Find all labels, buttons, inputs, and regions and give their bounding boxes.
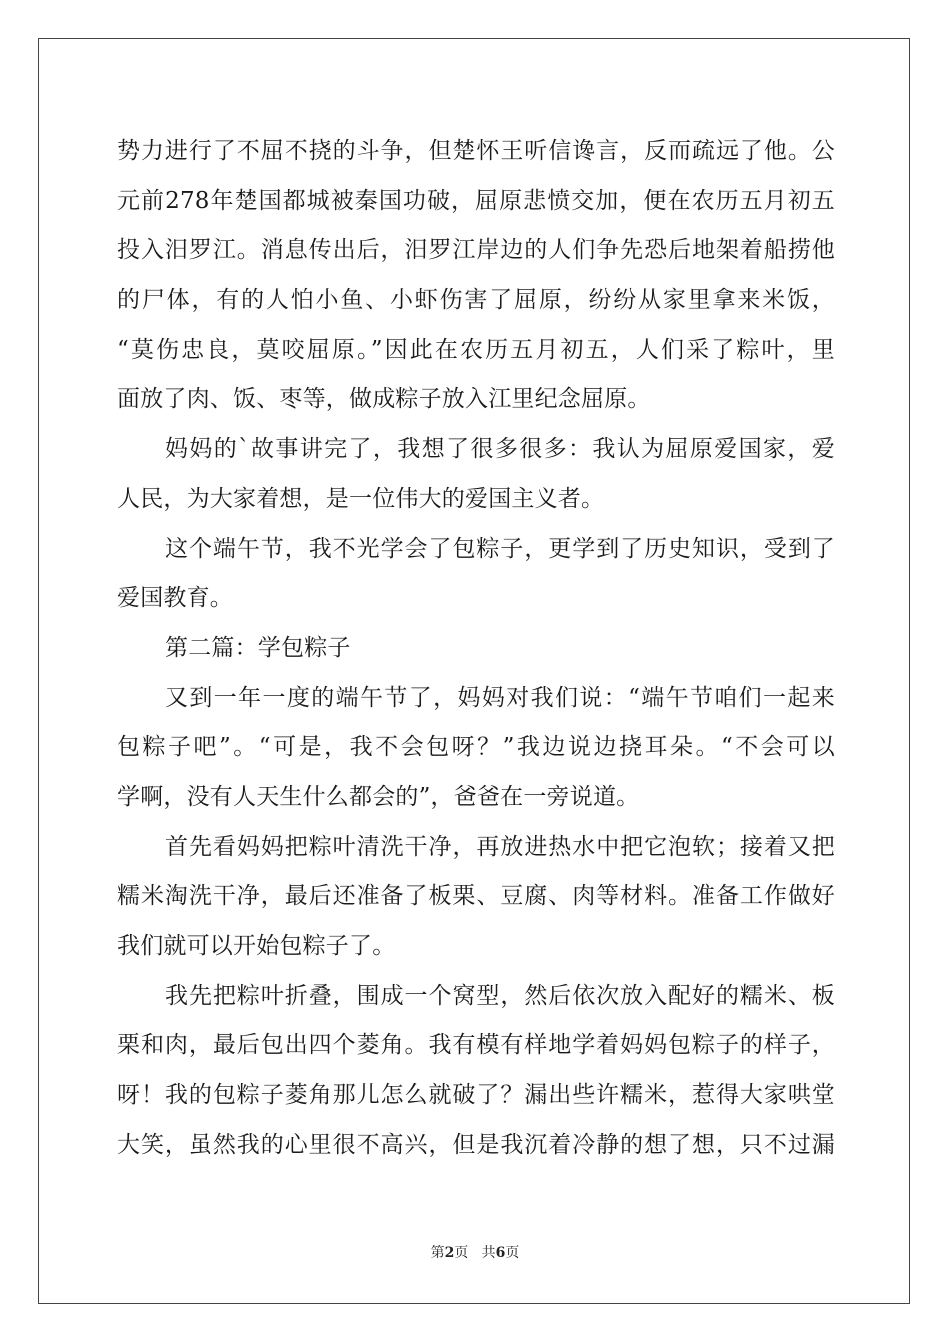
footer-page-suffix: 页 [454,1245,469,1261]
document-body [117,127,835,1170]
page-footer [0,1242,950,1262]
text-line: 爱国教育。 [117,585,233,612]
text-line: 我先把粽叶折叠，围成一个窝型，然后依次放入配好的糯米、板 [165,982,835,1009]
text-line: 又到一年一度的端午节了，妈妈对我们说：“端午节咱们一起来 [165,684,835,711]
total-page-count: 6 [495,1245,506,1261]
text-line: “莫伤忠良，莫咬屈原。”因此在农历五月初五，人们采了粽叶，里 [117,336,835,363]
current-page-number: 2 [444,1245,455,1261]
section-heading: 第二篇：学包粽子 [165,634,351,661]
text-line: 包粽子吧”。“可是，我不会包呀？”我边说边挠耳朵。“不会可以 [117,734,835,761]
text-line: 元前278年楚国都城被秦国功破，屈原悲愤交加，便在农历五月初五 [117,187,835,214]
text-line: 人民，为大家着想，是一位伟大的爱国主义者。 [117,485,605,512]
text-line: 投入汨罗江。消息传出后，汨罗江岸边的人们争先恐后地架着船捞他 [117,237,835,264]
text-line: 妈妈的`故事讲完了，我想了很多很多：我认为屈原爱国家，爱 [165,436,835,463]
text-line: 面放了肉、饭、枣等，做成粽子放入江里纪念屈原。 [117,386,651,413]
text-line: 的尸体，有的人怕小鱼、小虾伤害了屈原，纷纷从家里拿来米饭， [117,287,835,314]
text-line: 栗和肉，最后包出四个菱角。我有模有样地学着妈妈包粽子的样子， [117,1032,835,1059]
text-line: 首先看妈妈把粽叶清洗干净，再放进热水中把它泡软；接着又把 [165,833,835,860]
footer-total-prefix: 共 [481,1245,496,1261]
footer-prefix: 第 [430,1245,445,1261]
text-line: 大笑，虽然我的心里很不高兴，但是我沉着冷静的想了想，只不过漏 [117,1131,835,1158]
text-line: 势力进行了不屈不挠的斗争，但楚怀王听信谗言，反而疏远了他。公 [117,138,835,164]
text-line: 呀！我的包粽子菱角那儿怎么就破了？漏出些许糯米，惹得大家哄堂 [117,1082,835,1109]
text-line: 糯米淘洗干净，最后还准备了板栗、豆腐、肉等材料。准备工作做好 [117,883,835,910]
text-line: 学啊，没有人天生什么都会的”，爸爸在一旁说道。 [117,783,640,810]
footer-total-suffix: 页 [505,1245,520,1261]
text-line: 这个端午节，我不光学会了包粽子，更学到了历史知识，受到了 [165,535,835,562]
text-line: 我们就可以开始包粽子了。 [117,933,396,959]
